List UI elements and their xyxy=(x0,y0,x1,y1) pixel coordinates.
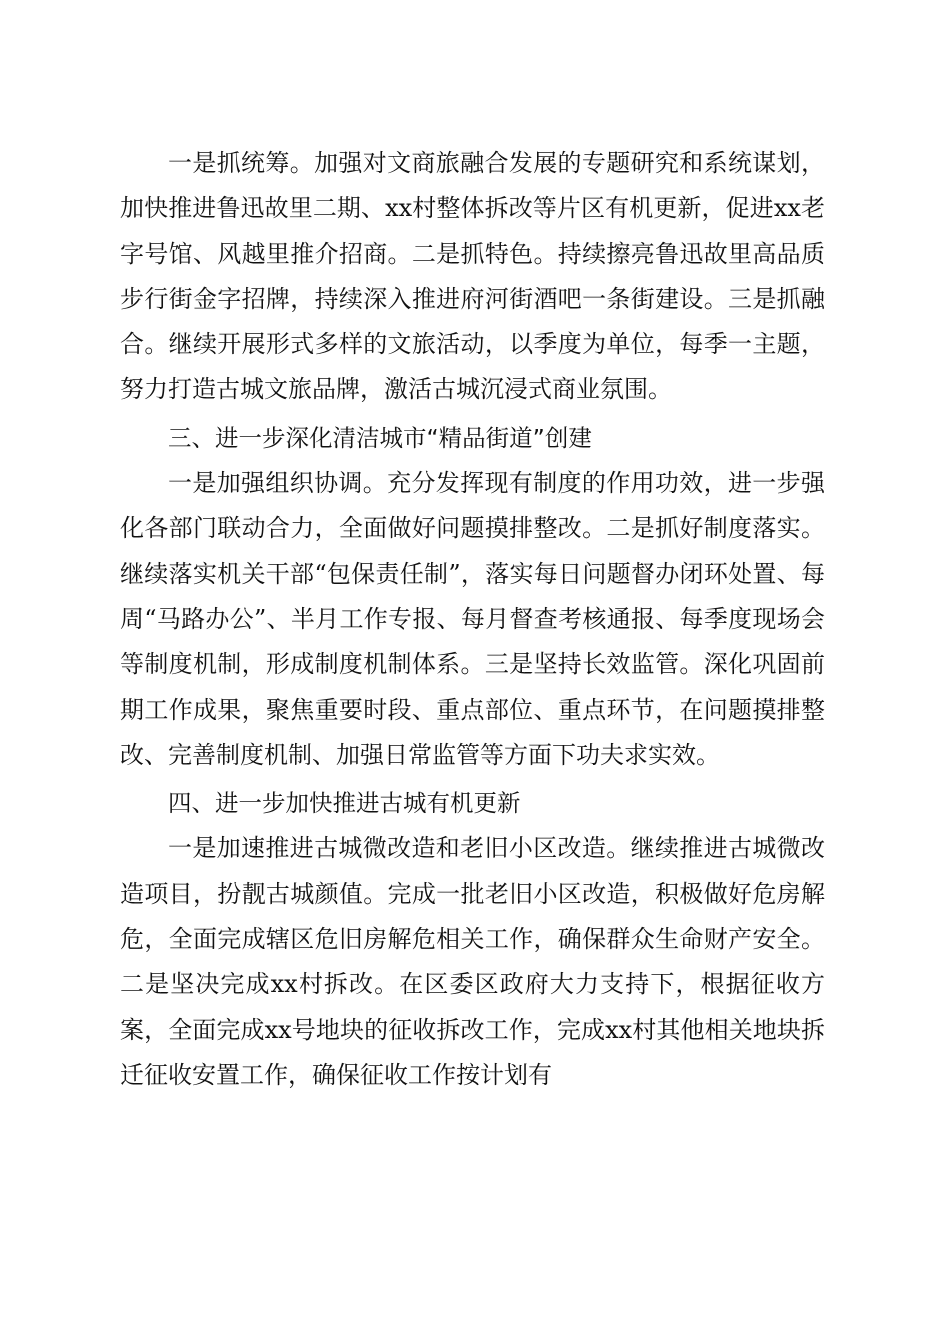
body-paragraph-2: 一是加强组织协调。充分发挥现有制度的作用功效，进一步强化各部门联动合力，全面做好问题摸排整改。二是抓好制度落实。继续落实机关干部“包保责任制”，落实每日问题督办闭环处置、每周“马路办公”、半月工作专报、每月督查考核通报、每季度现场会等制度机制，形成制度机制体系。三是坚持长效监管。深化巩固前期工作成果，聚焦重要时段、重点部位、重点环节，在问题摸排整改、完善制度机制、加强日常监管等方面下功夫求实效。 xyxy=(120,469,825,769)
section-heading-4: 四、进一步加快推进古城有机更新 xyxy=(168,789,521,818)
section-heading-3: 三、进一步深化清洁城市“精品街道”创建 xyxy=(168,423,592,452)
document-body xyxy=(120,141,825,1098)
body-paragraph-1: 一是抓统筹。加强对文商旅融合发展的专题研究和系统谋划，加快推进鲁迅故里二期、xx村整体拆改等片区有机更新，促进xx老字号馆、风越里推介招商。二是抓特色。持续擦亮鲁迅故里高品质步行街金字招牌，持续深入推进府河街酒吧一条街建设。三是抓融合。继续开展形式多样的文旅活动，以季度为单位，每季一主题，努力打造古城文旅品牌，激活古城沉浸式商业氛围。 xyxy=(120,149,825,404)
body-paragraph-3: 一是加速推进古城微改造和老旧小区改造。继续推进古城微改造项目，扮靓古城颜值。完成一批老旧小区改造，积极做好危房解危，全面完成辖区危旧房解危相关工作，确保群众生命财产安全。二是坚决完成xx村拆改。在区委区政府大力支持下，根据征收方案，全面完成xx号地块的征收拆改工作，完成xx村其他相关地块拆迁征收安置工作，确保征收工作按计划有 xyxy=(120,834,825,1089)
